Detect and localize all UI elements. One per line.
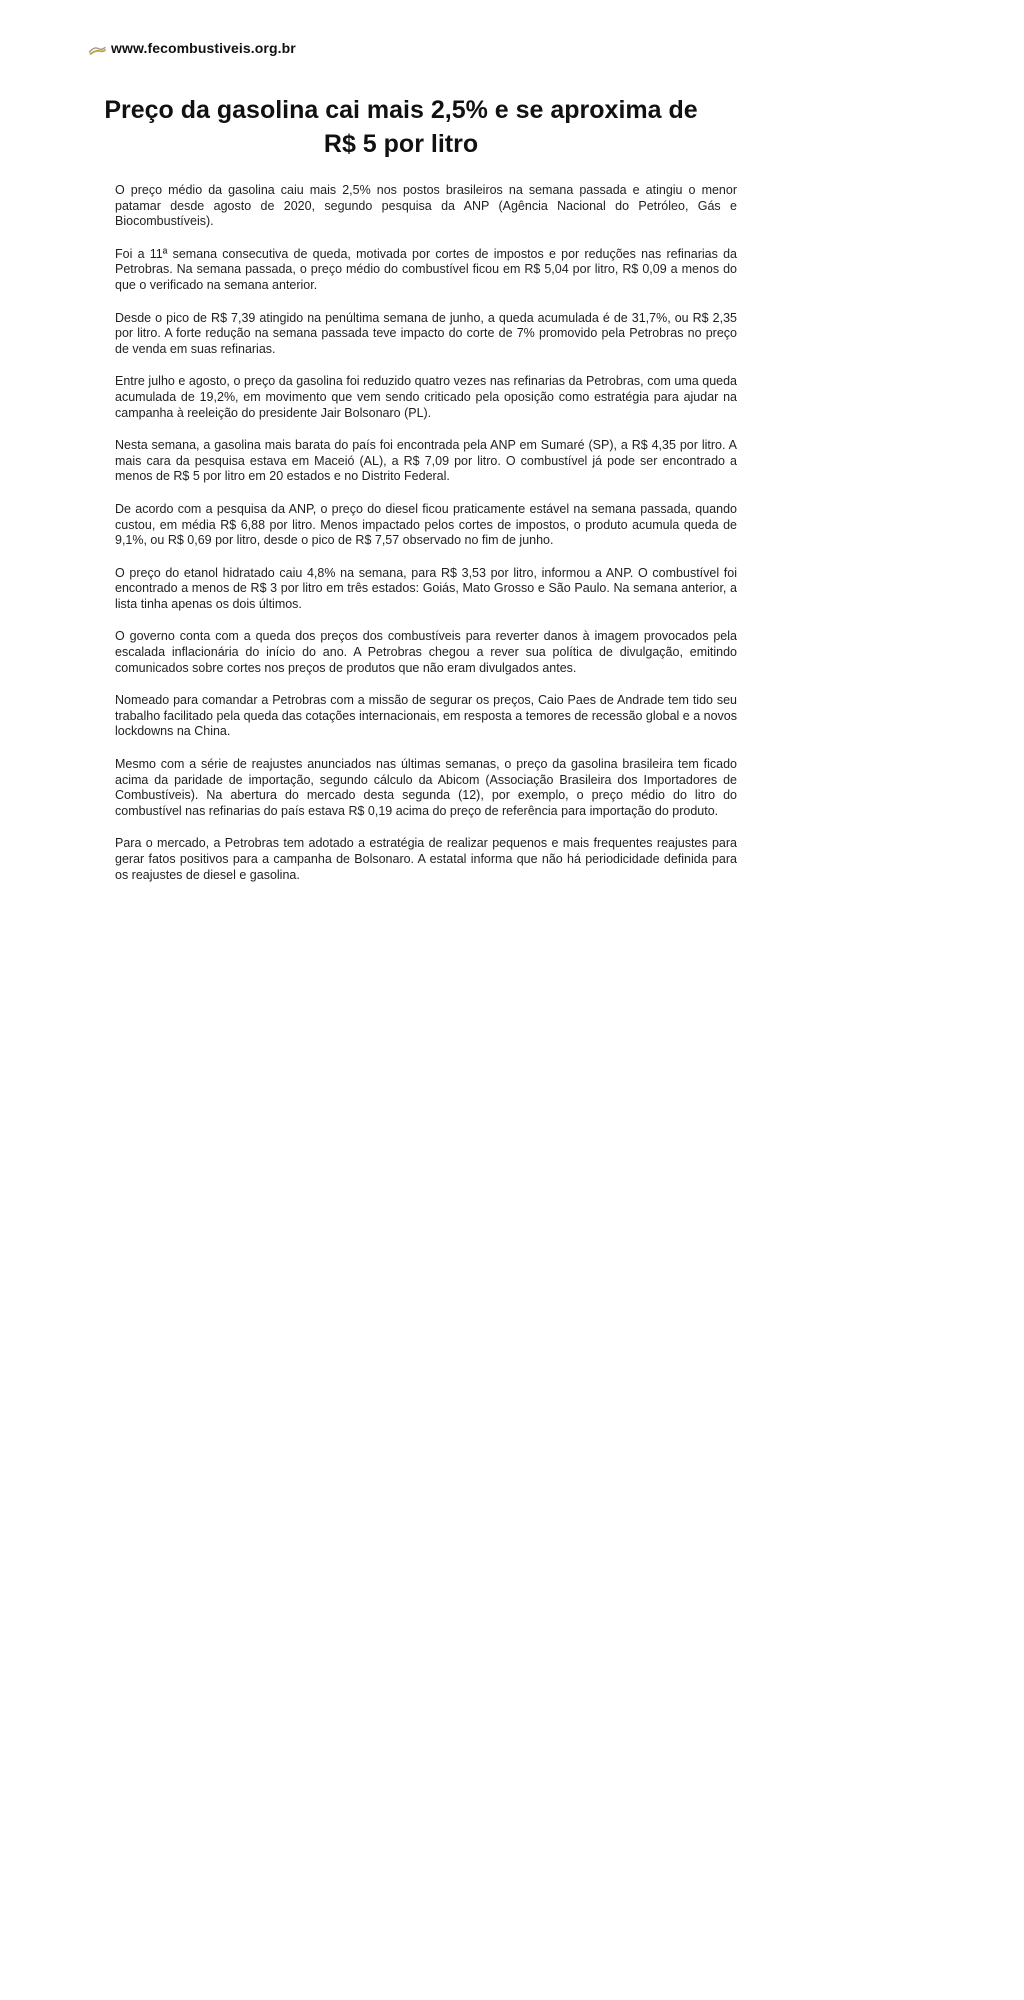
article-title [101,93,701,161]
paragraph: O preço médio da gasolina caiu mais 2,5% nos postos brasileiros na semana passada e atingiu o menor patamar desde agosto de 2020, segundo pesquisa da ANP (Agência Nacional do Petróleo, Gás e Biocombustíveis). [115,183,737,229]
paragraph: O preço do etanol hidratado caiu 4,8% na semana, para R$ 3,53 por litro, informou a ANP. O combustível foi encontrado a menos de R$ 3 por litro em três estados: Goiás, Mato Grosso e São Paulo. Na semana anterior, a lista tinha apenas os dois últimos. [115,565,737,611]
paragraph: Para o mercado, a Petrobras tem adotado a estratégia de realizar pequenos e mais frequentes reajustes para gerar fatos positivos para a campanha de Bolsonaro. A estatal informa que não há periodicidade definida para os reajustes de diesel e gasolina. [115,836,737,882]
site-url-link[interactable]: www.fecombustiveis.org.br [111,40,296,56]
article-body [115,183,737,900]
paragraph: De acordo com a pesquisa da ANP, o preço do diesel ficou praticamente estável na semana passada, quando custou, em média R$ 6,88 por litro. Menos impactado pelos cortes de impostos, o produto acumula queda de 9,1%, ou R$ 0,69 por litro, desde o pico de R$ 7,57 observado no fim de junho. [115,501,737,548]
site-logo-icon [88,44,106,56]
paragraph: Entre julho e agosto, o preço da gasolina foi reduzido quatro vezes nas refinarias da Petrobras, com uma queda acumulada de 19,2%, em movimento que vem sendo criticado pela oposição como estratégia para ajudar na campanha à reeleição do presidente Jair Bolsonaro (PL). [115,374,737,420]
site-header [88,40,296,56]
article-title-line1: Preço da gasolina cai mais 2,5% e se aproxima de [104,95,698,124]
article-title-line2: R$ 5 por litro [323,129,479,158]
paragraph: Foi a 11ª semana consecutiva de queda, motivada por cortes de impostos e por reduções nas refinarias da Petrobras. Na semana passada, o preço médio do combustível ficou em R$ 5,04 por litro, R$ 0,09 a menos do que o verificado na semana anterior. [115,246,737,292]
paragraph: Nomeado para comandar a Petrobras com a missão de segurar os preços, Caio Paes de Andrade tem tido seu trabalho facilitado pela queda das cotações internacionais, em resposta a temores de recessão global e a novos lockdowns na China. [115,693,737,739]
paragraph: O governo conta com a queda dos preços dos combustíveis para reverter danos à imagem provocados pela escalada inflacionária do início do ano. A Petrobras chegou a rever sua política de divulgação, emitindo comunicados sobre cortes nos preços de produtos que não eram divulgados antes. [115,629,737,675]
paragraph: Desde o pico de R$ 7,39 atingido na penúltima semana de junho, a queda acumulada é de 31,7%, ou R$ 2,35 por litro. A forte redução na semana passada teve impacto do corte de 7% promovido pela Petrobras no preço de venda em suas refinarias. [115,310,737,356]
paragraph: Nesta semana, a gasolina mais barata do país foi encontrada pela ANP em Sumaré (SP), a R$ 4,35 por litro. A mais cara da pesquisa estava em Maceió (AL), a R$ 7,09 por litro. O combustível já pode ser encontrado a menos de R$ 5 por litro em 20 estados e no Distrito Federal. [115,438,737,484]
paragraph: Mesmo com a série de reajustes anunciados nas últimas semanas, o preço da gasolina brasileira tem ficado acima da paridade de importação, segundo cálculo da Abicom (Associação Brasileira dos Importadores de Combustíveis). Na abertura do mercado desta segunda (12), por exemplo, o preço médio do litro do combustível nas refinarias do país estava R$ 0,19 acima do preço de referência para importação do produto. [115,757,737,818]
